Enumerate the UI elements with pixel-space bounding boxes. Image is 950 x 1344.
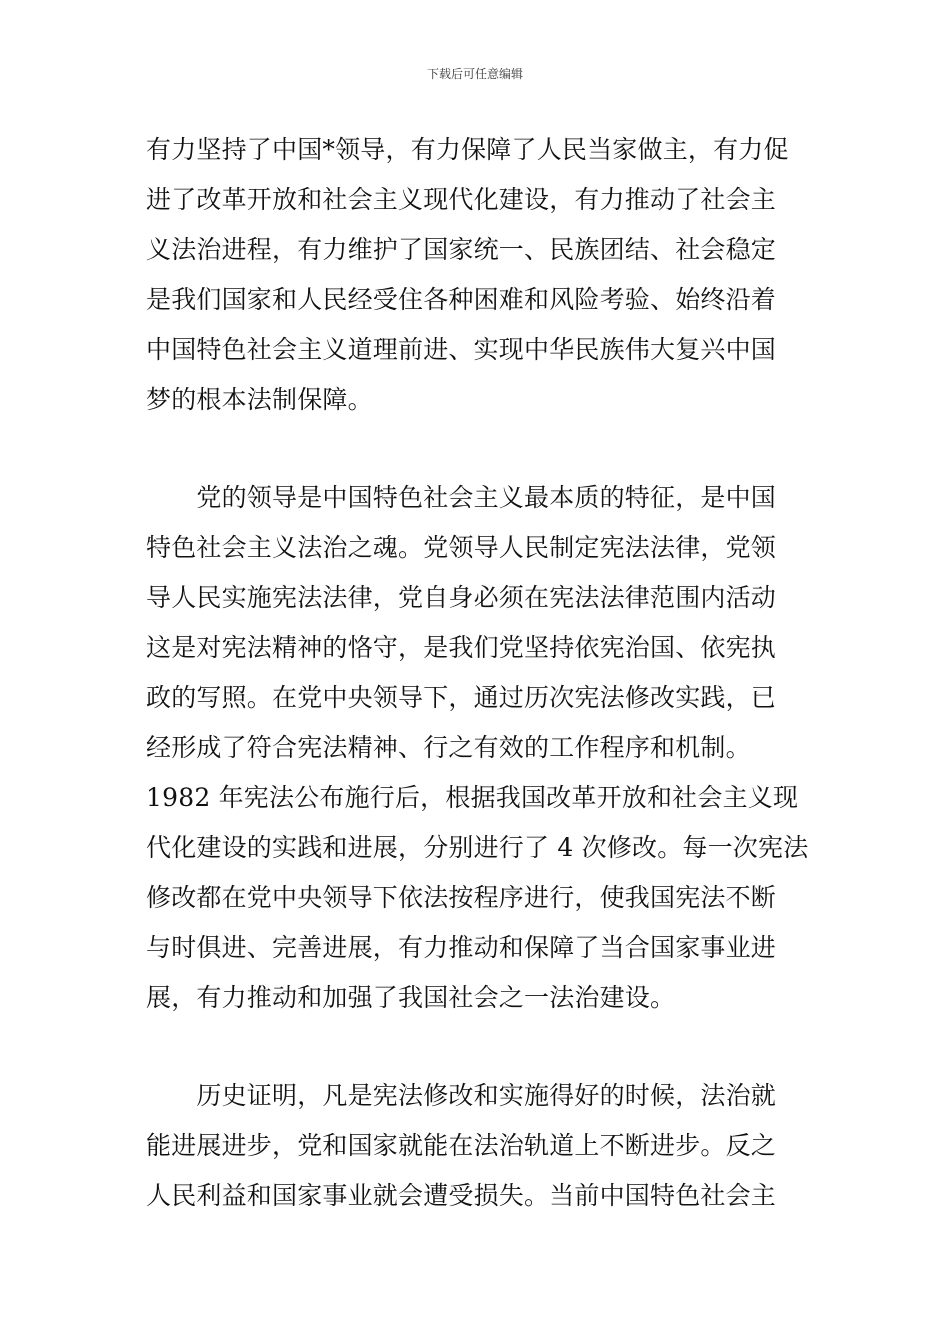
text-line: 代化建设的实践和进展，分别进行了 4 次修改。每一次宪法 <box>146 833 809 862</box>
text-line: 导人民实施宪法法律，党自身必须在宪法法律范围内活动 <box>146 583 777 612</box>
text-line: 政的写照。在党中央领导下，通过历次宪法修改实践，已 <box>146 683 777 712</box>
text-line: 能进展进步，党和国家就能在法治轨道上不断进步。反之 <box>146 1131 777 1160</box>
text-line: 这是对宪法精神的恪守，是我们党坚持依宪治国、依宪执 <box>146 633 777 662</box>
text-line: 进了改革开放和社会主义现代化建设，有力推动了社会主 <box>146 185 777 214</box>
text-line: 1982 年宪法公布施行后，根据我国改革开放和社会主义现 <box>146 783 799 812</box>
page-header: 下载后可任意编辑 <box>426 67 523 81</box>
text-line: 经形成了符合宪法精神、行之有效的工作程序和机制。 <box>146 733 751 762</box>
text-line: 人民利益和国家事业就会遭受损失。当前中国特色社会主 <box>146 1181 777 1210</box>
text-line: 党的领导是中国特色社会主义最本质的特征，是中国 <box>146 483 777 512</box>
text-line: 是我们国家和人民经受住各种困难和风险考验、始终沿着 <box>146 285 777 314</box>
text-line: 修改都在党中央领导下依法按程序进行，使我国宪法不断 <box>146 883 777 912</box>
text-line: 义法治进程，有力维护了国家统一、民族团结、社会稳定 <box>146 235 777 264</box>
text-line: 梦的根本法制保障。 <box>146 385 373 414</box>
text-line: 展，有力推动和加强了我国社会之一法治建设。 <box>146 983 676 1012</box>
text-line: 中国特色社会主义道理前进、实现中华民族伟大复兴中国 <box>146 335 777 364</box>
text-line: 有力坚持了中国*领导，有力保障了人民当家做主，有力促 <box>146 135 789 164</box>
text-line: 特色社会主义法治之魂。党领导人民制定宪法法律，党领 <box>146 533 777 562</box>
text-line: 与时俱进、完善进展，有力推动和保障了当合国家事业进 <box>146 933 777 962</box>
text-line: 历史证明，凡是宪法修改和实施得好的时候，法治就 <box>146 1081 777 1110</box>
